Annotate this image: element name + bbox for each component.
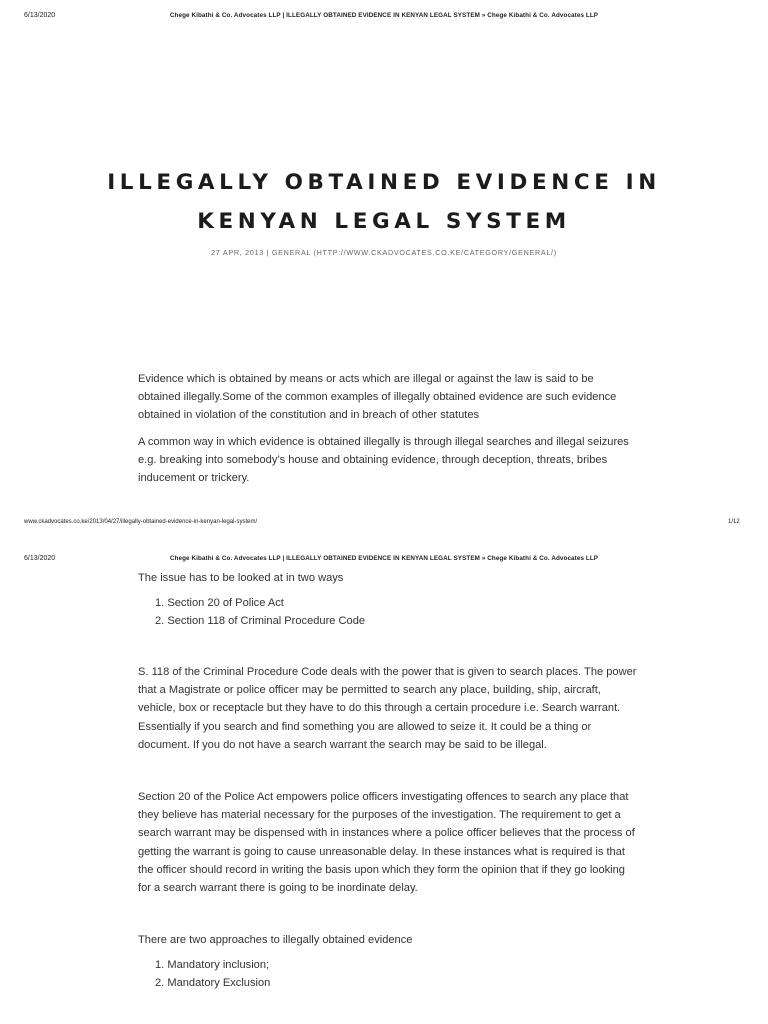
paragraph-approaches: There are two approaches to illegally obtained evidence xyxy=(138,934,413,946)
page-title-line-2: KENYAN LEGAL SYSTEM xyxy=(197,209,571,234)
print-date: 6/13/2020 xyxy=(24,12,56,19)
post-meta: 27 APR, 2013 | GENERAL (HTTP://WWW.CKADVOCATES.CO.KE/CATEGORY/GENERAL/) xyxy=(211,248,557,257)
approaches-list xyxy=(155,956,635,992)
list-item: 1. Section 20 of Police Act xyxy=(155,597,284,609)
print-date-page-2: 6/13/2020 xyxy=(24,555,56,562)
list-item: 1. Mandatory inclusion; xyxy=(155,959,270,971)
list-item: 2. Section 118 of Criminal Procedure Code xyxy=(155,615,366,628)
paragraph-common-way: A common way in which evidence is obtained illegally is through illegal searches and illegal seizures e.g. breaking into somebody’s house and obtaining evidence, through deception, threats, bribes inducement or trickery. xyxy=(138,435,629,485)
paragraph-section-118: S. 118 of the Criminal Procedure Code deals with the power that is given to search places. The power that a Magistrate or police officer may be permitted to search any place, building, ship, aircraft, vehicle, box or receptacle but they have to do this through a certain procedure i.e. Search warrant. Essentially if you search and find something you are allowed to seize it. It could be a thing or document. If you do not have a search warrant the search may be said to be illegal. xyxy=(138,666,637,751)
footer-page-number: 1/12 xyxy=(728,519,740,525)
print-header-title-page-2: Chege Kibathi & Co. Advocates LLP | ILLEGALLY OBTAINED EVIDENCE IN KENYAN LEGAL SYSTEM » Chege Kibathi & Co. Advocates LLP xyxy=(169,555,599,562)
sections-list xyxy=(155,594,635,630)
print-header-title: Chege Kibathi & Co. Advocates LLP | ILLEGALLY OBTAINED EVIDENCE IN KENYAN LEGAL SYSTEM » Chege Kibathi & Co. Advocates LLP xyxy=(169,12,599,19)
list-item: 2. Mandatory Exclusion xyxy=(155,977,271,990)
article-body-page-1 xyxy=(138,370,638,487)
paragraph-issue-intro: The issue has to be looked at in two ways xyxy=(138,572,344,584)
footer-url[interactable]: www.ckadvocates.co.ke/2013/04/27/illegally-obtained-evidence-in-kenyan-legal-system/ xyxy=(24,519,258,525)
paragraph-intro: Evidence which is obtained by means or acts which are illegal or against the law is said to be obtained illegally.Some of the common examples of illegally obtained evidence are such evidence obtained in violation of the constitution and in breach of other statutes xyxy=(138,373,617,422)
paragraph-section-20: Section 20 of the Police Act empowers police officers investigating offences to search any place that they believe has material necessary for the purposes of the investigation. The requirement to get a search warrant may be dispensed with in instances where a police officer believes that the process of getting the warrant is going to cause unreasonable delay. In these instances what is required is that the officer should record in writing the basis upon which they form the opinion that if they go looking for a search warrant there is going to be inordinate delay. xyxy=(138,791,635,895)
page-title-line-1: ILLEGALLY OBTAINED EVIDENCE IN xyxy=(107,170,661,195)
